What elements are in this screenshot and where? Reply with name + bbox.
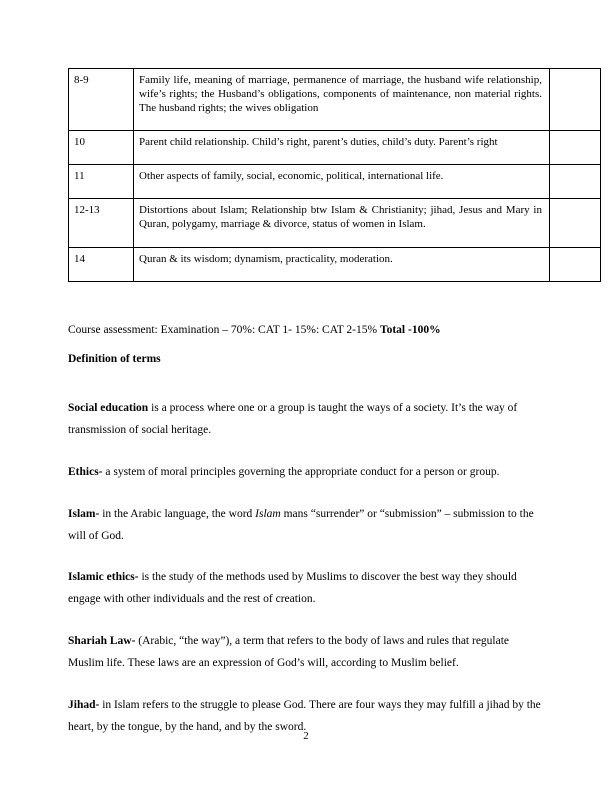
page-number: 2 — [303, 730, 309, 742]
week-cell: 10 — [69, 131, 134, 165]
week-cell: 8-9 — [69, 69, 134, 131]
definition-text: is the study of the methods used by Muslims to discover the best way they should engage with other individuals and the rest of creation. — [68, 571, 517, 606]
topic-cell: Quran & its wisdom; dynamism, practicality, moderation. — [134, 247, 550, 281]
topic-cell: Other aspects of family, social, economic, political, international life. — [134, 165, 550, 199]
definition-text: a system of moral principles governing the appropriate conduct for a person or group. — [102, 465, 500, 478]
body-text — [68, 322, 542, 739]
empty-cell — [550, 165, 601, 199]
topic-cell: Family life, meaning of marriage, permanence of marriage, the husband wife relationship, wife’s rights; the Husband’s obligations, components of maintenance, non material rights. The husband rights; the wives obligation — [134, 69, 550, 131]
definition-term: Islamic ethics- — [68, 571, 139, 584]
definition-text: in Islam refers to the struggle to please God. There are four ways they may fulfill a jihad by the heart, by the tongue, by the hand, and by the sword. — [68, 698, 541, 733]
definition-italic-word: Islam — [255, 507, 281, 520]
assessment-total: Total -100% — [379, 323, 441, 336]
definition-paragraph — [68, 504, 542, 548]
table-row — [69, 131, 601, 165]
definition-paragraph — [68, 462, 542, 484]
week-cell: 14 — [69, 247, 134, 281]
definition-term: Shariah Law- — [68, 635, 136, 648]
topic-cell: Parent child relationship. Child’s right, parent’s duties, child’s duty. Parent’s right — [134, 131, 550, 165]
page-content — [68, 68, 576, 758]
definition-text: is a process where one or a group is taught the ways of a society. It’s the way of transmission of social heritage. — [68, 402, 518, 436]
empty-cell — [550, 69, 601, 131]
table-row — [69, 165, 601, 199]
empty-cell — [550, 247, 601, 281]
course-schedule-table — [68, 68, 601, 282]
week-cell: 11 — [69, 165, 134, 199]
table-row — [69, 69, 601, 131]
empty-cell — [550, 199, 601, 247]
definition-term: Islam- — [68, 507, 100, 520]
course-assessment-line — [68, 322, 542, 339]
definitions-heading: Definition of terms — [68, 352, 161, 365]
table-row — [69, 199, 601, 247]
empty-cell — [550, 131, 601, 165]
definition-term: Social education — [68, 402, 149, 415]
definition-term: Jihad- — [68, 698, 100, 711]
definition-paragraph — [68, 567, 542, 611]
definition-text: (Arabic, “the way”), a term that refers to the body of laws and rules that regulate Muslim life. These laws are an expression of God’s will, according to Muslim belief. — [68, 635, 510, 669]
table-row — [69, 247, 601, 281]
definition-paragraph — [68, 631, 542, 675]
topic-cell: Distortions about Islam; Relationship btw Islam & Christianity; jihad, Jesus and Mary in Quran, polygamy, marriage & divorce, status of women in Islam. — [134, 199, 550, 247]
definition-term: Ethics- — [68, 465, 103, 478]
definition-paragraph — [68, 398, 542, 442]
definition-text: in the Arabic language, the word — [99, 507, 256, 520]
definition-text: mans “surrender” or “submission” – submission to the will of God. — [68, 507, 534, 542]
assessment-text: Course assessment: Examination – 70%: CAT 1- 15%: CAT 2-15% — [68, 323, 380, 336]
week-cell: 12-13 — [69, 199, 134, 247]
